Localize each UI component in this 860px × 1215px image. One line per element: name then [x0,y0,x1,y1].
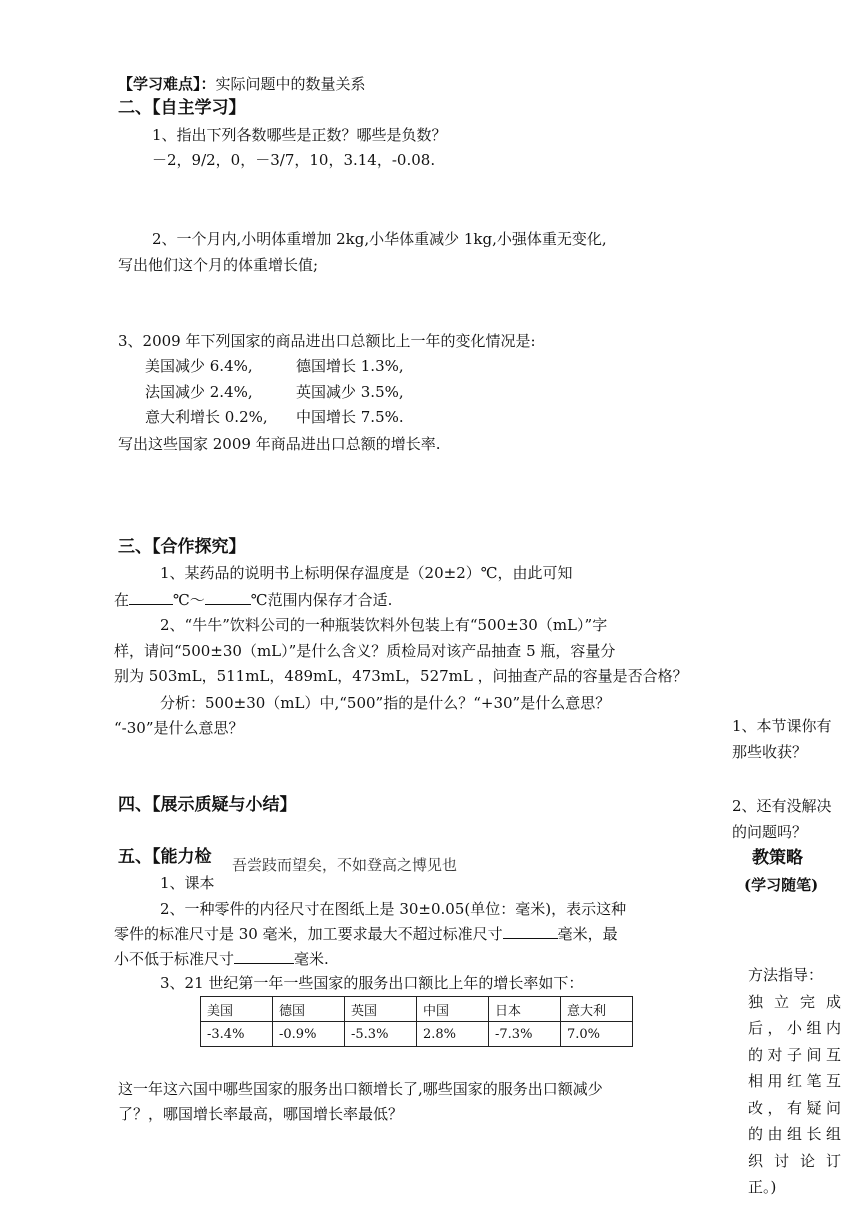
method-line: 的由组长组 [748,1125,841,1143]
blank-temp-low[interactable] [129,588,173,605]
blank-temp-high[interactable] [205,588,251,605]
q3-row-2-right: 英国减少 3.5%, [296,383,404,401]
sidebar-strategy-subtitle: (学习随笔) [744,876,819,894]
table-cell-country: 美国 [201,997,273,1022]
section2-q2-line1: 2、一个月内,小明体重增加 2kg,小华体重减少 1kg,小强体重无变化, [152,230,607,248]
sidebar-reflect-1: 1、本节课你有 那些收获？ [732,717,832,761]
section2-q3-question: 写出这些国家 2009 年商品进出口总额的增长率. [118,435,441,453]
method-line: 独立完成 [748,992,841,1011]
section2-q2-line2: 写出他们这个月的体重增长值; [118,256,319,274]
section5-title: 五、【能力检 [118,847,212,867]
section3-p2-line2: 样，请问“500±30（mL）”是什么含义？质检局对该产品抽查 5 瓶，容量分 [114,642,616,660]
table-cell-country: 中国 [417,997,489,1022]
section5-q3-line2: 了？，哪国增长率最高，哪国增长率最低？ [118,1105,404,1123]
method-line: 相用红笔互 [748,1072,841,1090]
section3-analysis-line2: “-30”是什么意思？ [114,719,244,737]
sidebar-reflect-2: 2、还有没解决 的问题吗？ [732,797,832,841]
sidebar-strategy-title: 教策略 [752,848,803,868]
method-line: 后，小组内 [748,1019,841,1037]
q3-row-1-right: 德国增长 1.3%, [296,357,404,375]
section2-title: 二、【自主学习】 [118,98,246,118]
table-cell-country: 意大利 [561,997,633,1022]
difficulty-line [118,73,366,95]
q3-row-2-left: 法国减少 2.4%, [145,383,253,401]
table-cell-rate: -5.3% [345,1022,417,1047]
section5-q1: 1、课本 [160,874,215,892]
section5-q3-line1: 这一年这六国中哪些国家的服务出口额增长了,哪些国家的服务出口额减少 [118,1080,603,1098]
table-cell-country: 英国 [345,997,417,1022]
section5-q2-line1: 2、一种零件的内径尺寸在图纸上是 30±0.05(单位：毫米)，表示这种 [160,900,627,918]
table-row [201,997,633,1022]
table-cell-rate: 7.0% [561,1022,633,1047]
sidebar-method-guide [748,962,841,1201]
difficulty-text: 实际问题中的数量关系 [215,75,366,93]
section3-analysis-line1: 分析：500±30（mL）中,“500”指的是什么？“+30”是什么意思？ [160,694,611,712]
method-line: 方法指导： [748,966,824,984]
section4-title: 四、【展示质疑与小结】 [118,795,297,815]
section3-title: 三、【合作探究】 [118,537,246,557]
section3-p1-line1: 1、某药品的说明书上标明保存温度是（20±2）℃，由此可知 [160,564,573,582]
method-line: 正。) [748,1178,777,1196]
table-row [201,1022,633,1047]
blank-min-size[interactable] [234,947,294,964]
method-line: 改，有疑问 [748,1098,841,1117]
section5-q3-intro: 3、21 世纪第一年一些国家的服务出口额比上年的增长率如下： [160,974,584,992]
section3-p1-line2: 在 ℃～ ℃范围内保存才合适. [114,588,392,611]
section2-q1-numbers: －2，9/2，0，－3/7，10，3.14，-0.08. [152,151,436,169]
q3-row-3-right: 中国增长 7.5%. [296,408,404,426]
section3-p2-line1: 2、“牛牛”饮料公司的一种瓶装饮料外包装上有“500±30（mL）”字 [160,616,608,634]
table-cell-rate: 2.8% [417,1022,489,1047]
table-cell-rate: -7.3% [489,1022,561,1047]
table-cell-country: 日本 [489,997,561,1022]
section3-p2-line3: 别为 503mL，511mL，489mL，473mL，527mL ，问抽查产品的容量是否合格？ [114,667,688,685]
difficulty-label: 【学习难点】： [118,75,216,93]
watermark-overlay: 吾尝跂而望矣，不如登高之博见也 [226,852,463,877]
method-line: 织讨论订 [748,1151,841,1170]
q3-row-3-left: 意大利增长 0.2%, [145,408,268,426]
growth-rate-table [200,996,633,1047]
section2-q1: 1、指出下列各数哪些是正数？哪些是负数？ [152,126,447,144]
section2-q3-intro: 3、2009 年下列国家的商品进出口总额比上一年的变化情况是: [118,332,536,350]
table-cell-country: 德国 [273,997,345,1022]
method-line: 的对子间互 [748,1045,841,1064]
table-cell-rate: -3.4% [201,1022,273,1047]
blank-max-size[interactable] [503,922,558,939]
section5-q2-line2: 零件的标准尺寸是 30 毫米，加工要求最大不超过标准尺寸 毫米，最 [114,922,618,945]
table-cell-rate: -0.9% [273,1022,345,1047]
section5-q2-line3: 小不低于标准尺寸 毫米. [114,947,329,970]
q3-row-1-left: 美国减少 6.4%, [145,357,253,375]
